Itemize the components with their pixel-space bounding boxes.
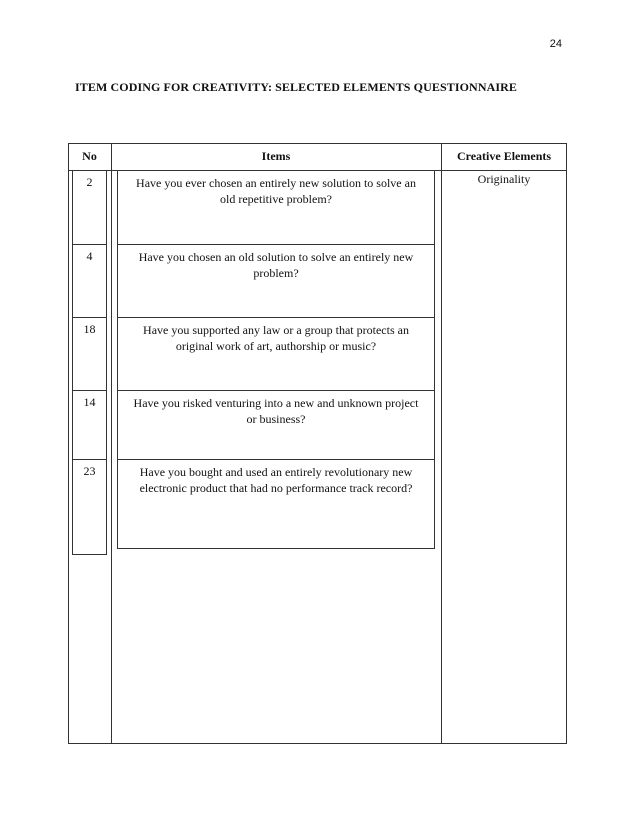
- row-number: 18: [72, 317, 107, 390]
- row-number: 14: [72, 390, 107, 459]
- row-item: Have you ever chosen an entirely new solution to solve an old repetitive problem?: [117, 170, 435, 244]
- row-item: Have you chosen an old solution to solve an entirely new problem?: [117, 244, 435, 317]
- column-divider-items: [441, 143, 442, 744]
- row-item: Have you supported any law or a group that protects an original work of art, authorship or music?: [117, 317, 435, 390]
- header-creative-elements: Creative Elements: [456, 149, 552, 163]
- row-number: 2: [72, 170, 107, 244]
- header-no: No: [82, 149, 97, 163]
- row-item: Have you risked venturing into a new and unknown project or business?: [117, 390, 435, 459]
- row-item: Have you bought and used an entirely revolutionary new electronic product that had no performance track record?: [117, 459, 435, 549]
- header-items: Items: [261, 149, 291, 163]
- column-divider-no: [111, 143, 112, 744]
- page-number: 24: [549, 38, 562, 50]
- row-number: 4: [72, 244, 107, 317]
- document-title: ITEM CODING FOR CREATIVITY: SELECTED ELEMENTS QUESTIONNAIRE: [75, 80, 517, 94]
- row-number: 23: [72, 459, 107, 555]
- creative-element-cell: Originality: [477, 172, 531, 186]
